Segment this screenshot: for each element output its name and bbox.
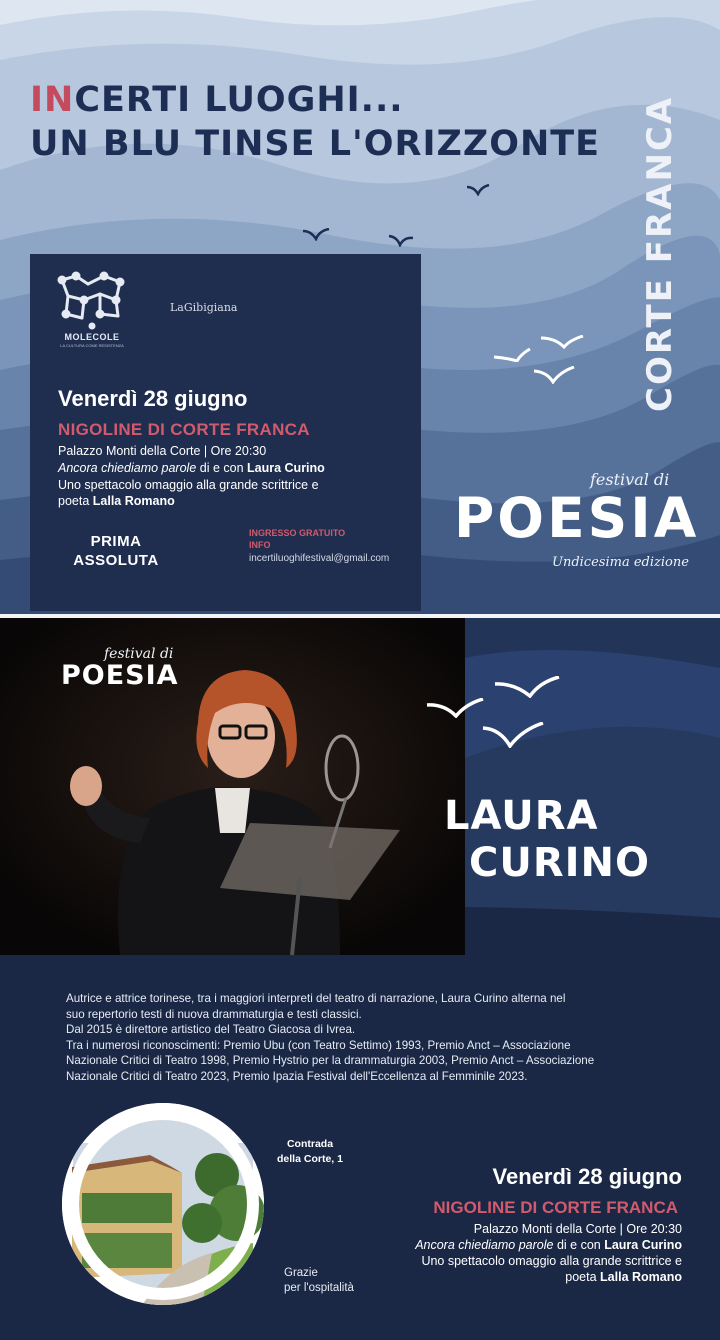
feature-festival-name: POESIA xyxy=(61,660,179,691)
event-show-line xyxy=(58,461,325,475)
feature-show-by: di e con xyxy=(553,1238,605,1252)
bio-line: Nazionale Critici di Teatro 1998, Premio Hystrio per la drammaturgia 2003, Premio Anct – Associazione xyxy=(66,1054,595,1067)
address-line1: Contrada xyxy=(286,1138,334,1150)
event-tribute-line2 xyxy=(58,494,175,508)
bird-icon xyxy=(533,366,575,384)
bird-icon xyxy=(466,184,490,196)
feature-festival-script: festival di xyxy=(104,646,174,662)
bio-line: Tra i numerosi riconoscimenti: Premio Ubu (con Teatro Settimo) 1993, Premio Anct – Associazione xyxy=(66,1038,571,1052)
poster-top xyxy=(0,0,720,614)
event-date: Venerdì 28 giugno xyxy=(58,386,248,411)
entry-free: INGRESSO GRATUITO xyxy=(249,528,346,538)
bird-icon xyxy=(540,335,584,349)
feature-show-line xyxy=(415,1238,682,1252)
festival-title xyxy=(30,78,600,166)
bio-line: Nazionale Critici di Teatro 2023, Premio Ipazia Festival dell'Eccellenza al Femminile 2023. xyxy=(66,1069,528,1083)
festival-edition: Undicesima edizione xyxy=(552,555,689,570)
thanks-line1: Grazie xyxy=(284,1267,318,1279)
event-place: NIGOLINE DI CORTE FRANCA xyxy=(58,420,310,439)
title-line2: UN BLU TINSE L'ORIZZONTE xyxy=(30,124,601,164)
festival-name: POESIA xyxy=(454,486,700,550)
show-by: di e con xyxy=(196,461,248,475)
feature-event-date: Venerdì 28 giugno xyxy=(492,1164,682,1189)
artist-last-name: CURINO xyxy=(469,840,650,886)
show-artist: Laura Curino xyxy=(247,461,325,475)
event-info-box xyxy=(30,254,421,611)
premiere-line1: PRIMA xyxy=(90,533,142,550)
event-venue-time: Palazzo Monti della Corte | Ore 20:30 xyxy=(58,444,267,458)
bird-icon xyxy=(482,722,544,748)
venue-photo-image xyxy=(62,1103,264,1305)
feature-tribute-pre: poeta xyxy=(565,1270,601,1284)
bio-line: Autrice e attrice torinese, tra i maggiori interpreti del teatro di narrazione, Laura Curino alterna nel xyxy=(66,992,566,1005)
venue-photo xyxy=(62,1103,264,1305)
bio-line: Dal 2015 è direttore artistico del Teatro Giacosa di Ivrea. xyxy=(66,1023,356,1036)
venue-address xyxy=(270,1137,350,1167)
logo-name: MOLECOLE xyxy=(64,332,120,342)
partner-logo: LaGibigiana xyxy=(170,301,238,314)
contact-email[interactable]: incertiluoghifestival@gmail.com xyxy=(249,553,390,564)
entry-info xyxy=(249,527,345,551)
artist-name xyxy=(444,793,650,887)
feature-venue-time: Palazzo Monti della Corte | Ore 20:30 xyxy=(473,1222,682,1236)
bird-icon xyxy=(302,228,330,241)
premiere-label xyxy=(66,532,166,570)
tribute-pre: poeta xyxy=(58,494,93,508)
thanks-line2: per l'ospitalità xyxy=(284,1282,354,1294)
bird-icon xyxy=(426,698,484,718)
feature-tribute-writer: Lalla Romano xyxy=(600,1270,682,1284)
feature-tribute-line2 xyxy=(565,1270,682,1284)
feature-show-artist: Laura Curino xyxy=(604,1238,682,1252)
molecole-logo-icon xyxy=(54,270,130,330)
bird-icon xyxy=(493,348,531,362)
vertical-location: CORTE FRANCA xyxy=(640,95,680,412)
tribute-writer: Lalla Romano xyxy=(92,494,175,508)
title-line1: CERTI LUOGHI... xyxy=(74,80,404,120)
artist-bio xyxy=(66,991,666,1084)
title-accent: IN xyxy=(30,80,75,120)
address-line2: della Corte, 1 xyxy=(277,1153,343,1165)
event-tribute-line1: Uno spettacolo omaggio alla grande scrittrice e xyxy=(58,478,319,492)
bird-icon xyxy=(494,676,560,698)
feature-show-title: Ancora chiediamo parole xyxy=(415,1238,554,1252)
premiere-line2: ASSOLUTA xyxy=(73,552,159,569)
bio-line: suo repertorio testi di nuova drammaturgia e testi classici. xyxy=(66,1007,362,1021)
bird-icon xyxy=(388,234,414,247)
entry-info-label: INFO xyxy=(249,540,271,550)
artist-first-name: LAURA xyxy=(444,793,599,839)
feature-tribute-line1: Uno spettacolo omaggio alla grande scrittrice e xyxy=(421,1254,682,1268)
feature-event-place: NIGOLINE DI CORTE FRANCA xyxy=(433,1198,678,1217)
thanks-note xyxy=(284,1266,354,1296)
show-title: Ancora chiediamo parole xyxy=(58,461,197,475)
festival-script: festival di xyxy=(590,470,670,489)
logo-tagline: LA CULTURA COME RESISTENZA xyxy=(60,343,124,348)
